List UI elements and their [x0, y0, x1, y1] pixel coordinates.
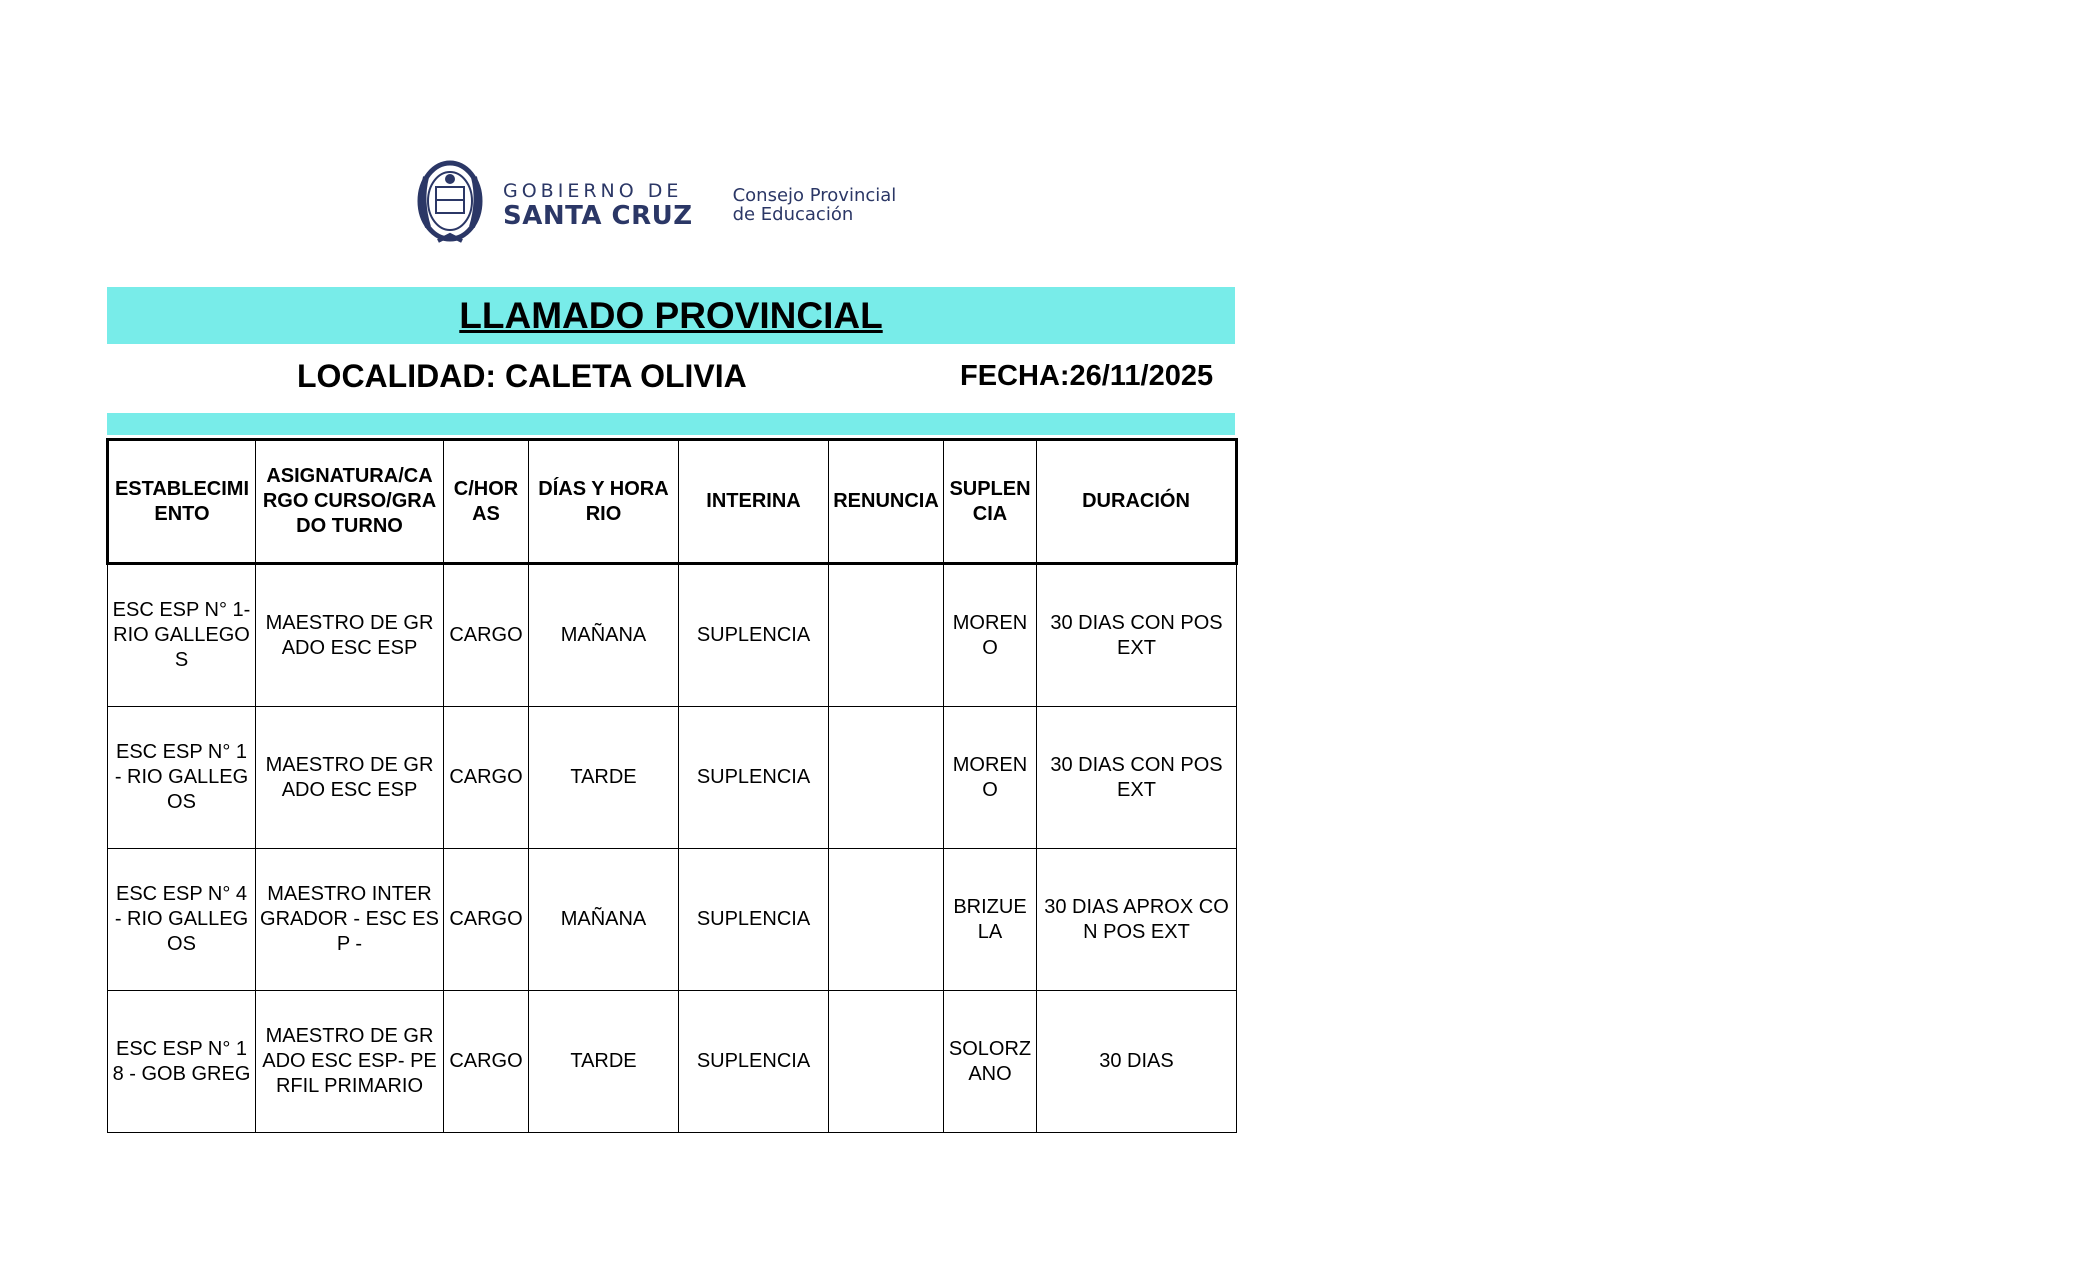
table-row	[108, 707, 1237, 849]
table-cell: MAESTRO DE GRADO ESC ESP	[256, 564, 444, 707]
table-row	[108, 564, 1237, 707]
table-cell: MORENO	[944, 564, 1037, 707]
vacancy-table	[106, 438, 1238, 1133]
table-row	[108, 849, 1237, 991]
table-cell: SUPLENCIA	[679, 707, 829, 849]
table-cell	[829, 564, 944, 707]
table-cell: ESC ESP N° 1- RIO GALLEGOS	[108, 564, 256, 707]
table-cell: MAESTRO DE GRADO ESC ESP- PERFIL PRIMARIO	[256, 991, 444, 1133]
table-cell: ESC ESP N° 1 - RIO GALLEGOS	[108, 707, 256, 849]
council-line2: de Educación	[732, 203, 854, 225]
table-cell: CARGO	[444, 707, 529, 849]
table-cell: SUPLENCIA	[679, 564, 829, 707]
council-line1: Consejo Provincial	[732, 184, 897, 206]
table-cell	[829, 991, 944, 1133]
table-cell: MORENO	[944, 707, 1037, 849]
table-cell: MAÑANA	[529, 564, 679, 707]
column-header: ESTABLECIMIENTO	[108, 440, 256, 564]
accent-band	[107, 413, 1235, 435]
table-cell	[829, 707, 944, 849]
column-header: ASIGNATURA/CARGO CURSO/GRADO TURNO	[256, 440, 444, 564]
table-row	[108, 991, 1237, 1133]
table-cell: MAÑANA	[529, 849, 679, 991]
table-cell: 30 DIAS CON POS EXT	[1037, 564, 1237, 707]
location-date-row	[107, 352, 1235, 406]
table-cell: CARGO	[444, 849, 529, 991]
table-cell: 30 DIAS CON POS EXT	[1037, 707, 1237, 849]
table-cell: SUPLENCIA	[679, 849, 829, 991]
council-name	[733, 186, 897, 224]
table-cell: ESC ESP N° 18 - GOB GREG	[108, 991, 256, 1133]
column-header: SUPLENCIA	[944, 440, 1037, 564]
title-band	[107, 287, 1235, 344]
table-cell: SUPLENCIA	[679, 991, 829, 1133]
column-header: C/HORAS	[444, 440, 529, 564]
localidad-label: LOCALIDAD: CALETA OLIVIA	[297, 358, 747, 394]
gov-line2: SANTA CRUZ	[503, 200, 693, 231]
fecha-label: FECHA:26/11/2025	[960, 360, 1214, 392]
column-header: DURACIÓN	[1037, 440, 1237, 564]
table-cell: CARGO	[444, 991, 529, 1133]
table-cell: MAESTRO INTERGRADOR - ESC ESP -	[256, 849, 444, 991]
table-cell: TARDE	[529, 991, 679, 1133]
column-header: INTERINA	[679, 440, 829, 564]
table-cell: ESC ESP N° 4 - RIO GALLEGOS	[108, 849, 256, 991]
column-header: DÍAS Y HORARIO	[529, 440, 679, 564]
logo	[412, 157, 896, 252]
table-header-row	[108, 440, 1237, 564]
government-name	[503, 180, 693, 230]
table-cell: BRIZUELA	[944, 849, 1037, 991]
table-cell: 30 DIAS APROX CON POS EXT	[1037, 849, 1237, 991]
column-header: RENUNCIA	[829, 440, 944, 564]
table-cell: TARDE	[529, 707, 679, 849]
table-cell: SOLORZANO	[944, 991, 1037, 1133]
table-cell: CARGO	[444, 564, 529, 707]
table-cell	[829, 849, 944, 991]
table-cell: 30 DIAS	[1037, 991, 1237, 1133]
gov-line1: GOBIERNO DE	[503, 179, 683, 202]
santa-cruz-seal-icon	[412, 157, 488, 252]
table-cell: MAESTRO DE GRADO ESC ESP	[256, 707, 444, 849]
page-title: LLAMADO PROVINCIAL	[459, 294, 883, 336]
